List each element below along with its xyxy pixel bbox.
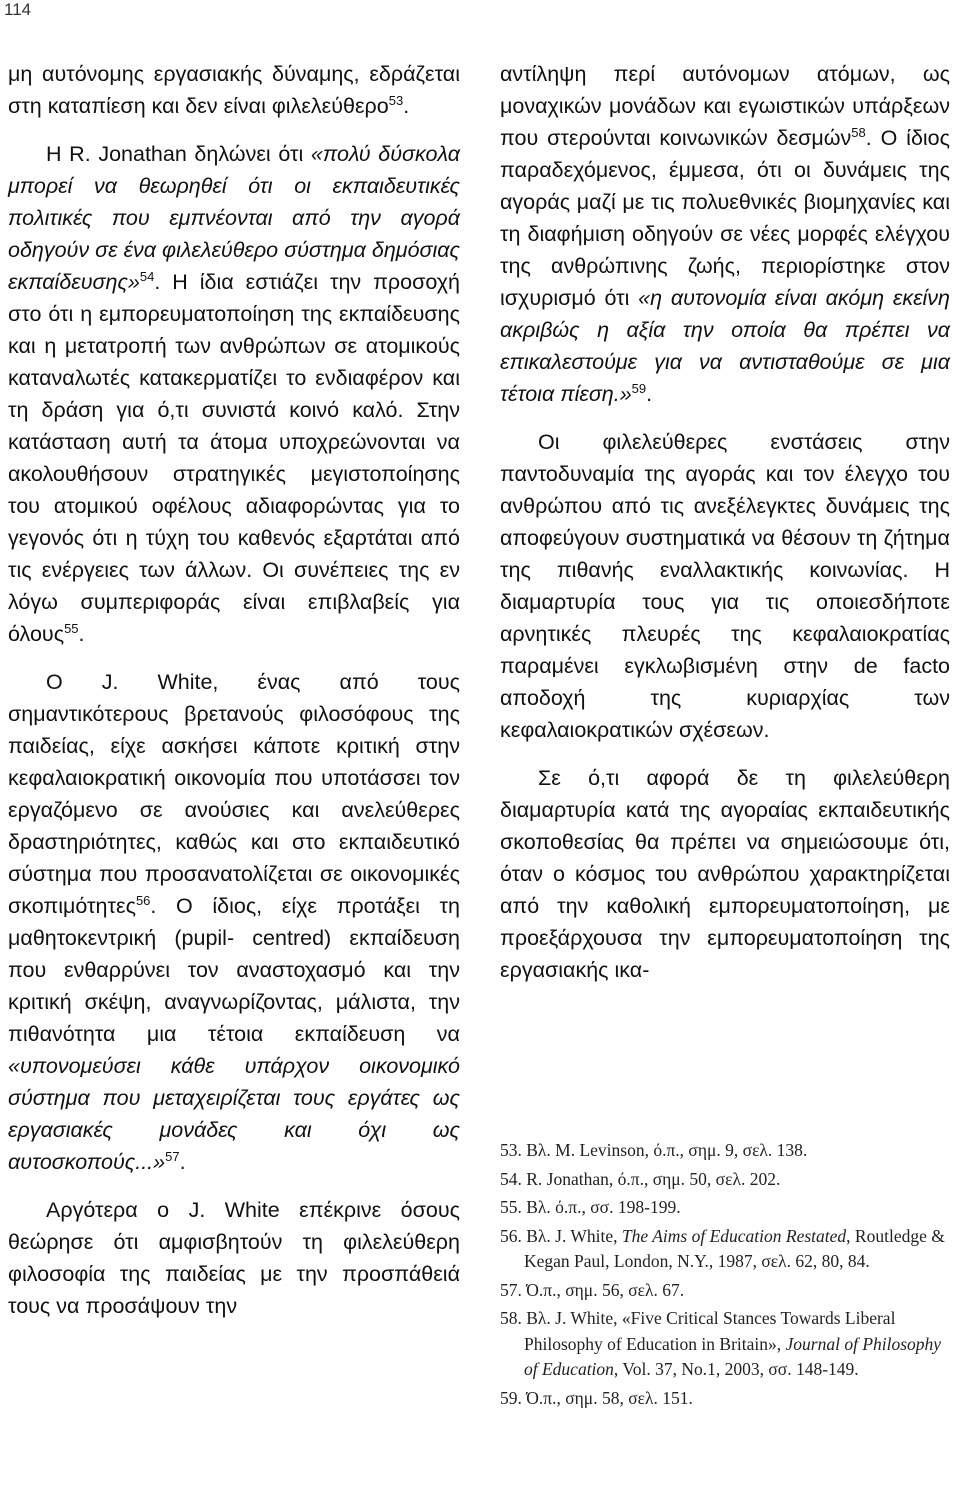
paragraph [8, 138, 460, 650]
footnote-ref[interactable]: 54 [139, 268, 155, 284]
paragraph-text: Η R. Jonathan δηλώνει ότι [46, 142, 311, 166]
paragraph-text: . [646, 382, 653, 406]
footnote-text: 56. Βλ. J. White, [500, 1225, 622, 1246]
footnote-57: 57. Ό.π., σημ. 56, σελ. 67. [500, 1279, 685, 1300]
footnote-text: , Routledge & Kegan Paul, London, N.Y., 1987, σελ. 62, 80, 84. [524, 1225, 945, 1271]
footnotes [500, 1138, 950, 1414]
paragraph-text: . [179, 1150, 186, 1174]
footnote-ref[interactable]: 53 [388, 92, 404, 108]
paragraph-text: . Ο ίδιος, είχε προτάξει τη μαθητοκεντρική (pupil- centred) εκπαίδευση που ενθαρρύνει τον αναστοχασμό και την κριτική σκέψη, αναγνωρίζοντας, μάλιστα, την πιθανότητα μια τέτοια εκπαίδευση να [8, 894, 460, 1046]
quotation: «η αυτονομία είναι ακόμη εκείνη ακριβώς η αξία την οποία θα πρέπει να επικαλεστούμε για να αντισταθούμε σε μια τέτοια πίεση.» [500, 286, 950, 406]
footnote-55: 55. Βλ. ό.π., σσ. 198-199. [500, 1197, 681, 1217]
paragraph [500, 58, 950, 410]
footnote-53: 53. Βλ. M. Levinson, ό.π., σημ. 9, σελ. 138. [500, 1140, 808, 1160]
quotation: «πολύ δύσκολα μπορεί να θεωρηθεί ότι οι εκπαιδευτικές πολιτικές που εμπνέονται από την αγορά οδηγούν σε ένα φιλελεύθερο σύστημα δημόσιας εκπαίδευσης» [8, 142, 460, 294]
paragraph [8, 666, 460, 1178]
paragraph-text: . [403, 94, 410, 118]
footnote-text: , Vol. 37, No.1, 2003, σσ. 148-149. [613, 1359, 859, 1379]
book-title: The Aims of Education Restated [621, 1225, 847, 1246]
journal-title: Journal of Philosophy of Education [524, 1333, 942, 1379]
left-column [8, 58, 460, 1338]
quotation: «υπονομεύσει κάθε υπάρχον οικονομικό σύστημα που μεταχειρίζεται τους εργάτες ως εργασιακές μονάδες και όχι ως αυτοσκοπούς...» [8, 1054, 460, 1174]
footnote-ref[interactable]: 59 [631, 380, 647, 396]
footnote-ref[interactable]: 58 [851, 124, 866, 140]
paragraph-text: Σε ό,τι αφορά δε τη φιλελεύθερη διαμαρτυρία κατά της αγοραίας εκπαιδευτικής σκοποθεσίας θα πρέπει να σημειώσουμε ότι, όταν ο κόσμος του ανθρώπου χαρακτηρίζεται από την καθολική εμπορευματοποίηση, με προεξάρχουσα την εμπορευματοποίηση της εργασιακής ικα- [500, 766, 950, 982]
paragraph-text: . Ο ίδιος παραδεχόμενος, έμμεσα, ότι οι δυνάμεις της αγοράς μαζί με τις πολυεθνικές βιομηχανίες και τη διαφήμιση οδηγούν σε νέες μορφές ελέγχου της ανθρώπινης ζωής, περιορίστηκε στον ισχυρισμό ότι [500, 126, 951, 310]
paragraph-text: Οι φιλελεύθερες ενστάσεις στην παντοδυναμία της αγοράς και τον έλεγχο του ανθρώπου από τις ανεξέλεγκτες δυνάμεις της αποφεύγουν συστηματικά να θέσουν τη ζήτημα της πιθανής εναλλακτικής κοινωνίας. Η διαμαρτυρία τους για τις οποιεσδήποτε αρνητικές πλευρές της κεφαλαιοκρατίας παραμένει εγκλωβισμένη στην de facto αποδοχή της κυριαρχίας των κεφαλαιοκρατικών σχέσεων. [500, 430, 950, 742]
paragraph-text: αντίληψη περί αυτόνομων ατόμων, ως μοναχικών μονάδων και εγωιστικών υπάρξεων που στερούνται κοινωνικών δεσμών [500, 62, 950, 150]
page-number: 114 [4, 0, 32, 19]
paragraph-text: . Η ίδια εστιάζει την προσοχή στο ότι η εμπορευματοποίηση της εκπαίδευσης και η μετατροπή των ανθρώπων σε ατομικούς καταναλωτές κατακερματίζει το ενδιαφέρον και τη δράση για ό,τι συνιστά κοινό καλό. Στην κατάσταση αυτή τα άτομα υποχρεώνονται να ακολουθήσουν στρατηγικές μεγιστοποίησης του ατομικού οφέλους αδιαφορώντας για το γεγονός ότι η τύχη του καθενός εξαρτάται από τις ενέργειες των άλλων. Οι συνέπειες της εν λόγω συμπεριφοράς είναι επιβλαβείς για όλους [8, 270, 460, 646]
paragraph [8, 1194, 460, 1322]
paragraph-text: Ο J. White, ένας από τους σημαντικότερους βρετανούς φιλοσόφους της παιδείας, είχε ασκήσει κάποτε κριτική στην κεφαλαιοκρατική οικονομία που υποτάσσει τον εργαζόμενο σε ανούσιες και ανελεύθερες δραστηριότητες, καθώς και στο εκπαιδευτικό σύστημα που προσανατολίζεται σε οικονομικές σκοπιμότητες [8, 670, 460, 918]
paragraph-text: . [78, 622, 85, 646]
right-column [500, 58, 950, 1002]
footnote-56 [500, 1224, 950, 1275]
footnote-ref[interactable]: 55 [64, 620, 79, 636]
footnote-text: 58. Βλ. J. White, «Five Critical Stances Towards Liberal Philosophy of Education in Britain», [500, 1308, 896, 1354]
footnote-ref[interactable]: 56 [135, 892, 151, 908]
footnote-59: 59. Ό.π., σημ. 58, σελ. 151. [500, 1387, 693, 1408]
paragraph [8, 58, 460, 122]
footnote-ref[interactable]: 57 [165, 1148, 180, 1164]
footnote-58 [500, 1306, 950, 1383]
paragraph-text: μη αυτόνομης εργασιακής δύναμης, εδράζεται στη καταπίεση και δεν είναι φιλελεύθερο [8, 62, 460, 118]
paragraph-text: Αργότερα ο J. White επέκρινε όσους θεώρησε ότι αμφισβητούν τη φιλελεύθερη φιλοσοφία της παιδείας με την προσπάθειά τους να προσάψουν την [8, 1198, 460, 1318]
paragraph [500, 762, 950, 986]
footnote-54: 54. R. Jonathan, ό.π., σημ. 50, σελ. 202. [500, 1168, 781, 1189]
paragraph [500, 426, 950, 746]
